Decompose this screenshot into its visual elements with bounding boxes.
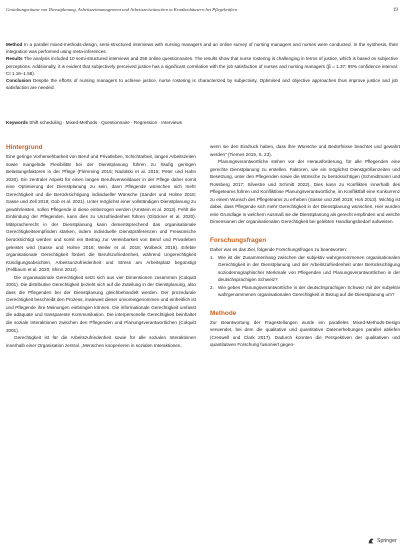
- running-head-title: Gestaltungsräume von Dienstplanung, Arbeitszeitmanagement und Arbeitszeitwünschen in Krankenhäusern bei Pflegekräften: [6, 7, 238, 12]
- keywords: Keywords Shift scheduling · Mixed-Methods · Questionnaire · Regression · Interviews: [6, 120, 182, 125]
- paragraph: Die organisationale Gerechtigkeit setzt sich aus vier Dimensionen zusammen (Colquitt 2001). Die distributive Gerechtigkeit bezieht sich auf die Zuteilung in der Dienstplanung, also dass die Pflegenden bei der Dienstplanung gleichbehandelt werden. Der prozedurale Gerechtigkeit beschreibt den Prozess, inwieweit dieser unvoreingenommen und einheitlich ist und Pflegende ihre Meinungen einbringen können. Die informationale Gerechtigkeit umfasst die adäquate und transparente Kommunikation. Die interpersonelle Gerechtigkeit beinhaltet die soziale Interaktionen zwischen den Pflegenden und Planungsverantwortlichen (Colquitt 2001).: [6, 274, 196, 333]
- paragraph: wenn sie den Eindruck haben, dass ihre Wünsche und Bedürfnisse beachtet und gewahrt werden" (Tiemes 2015, S. 23).: [210, 144, 400, 157]
- abstract-results: Results The analysis included 10 semi-structured interviews and 256 online questionnaires. The results show that nurse rostering is challenging in terms of justice, which is based on subjective perceptions. Additionally, it is evident that subjectively perceived justice has a significant correlation with the job satisfaction of nurses and nursing managers (ꞵ = 1.37; 95% confidence interval: CI 1.16–1.58).: [6, 56, 398, 76]
- paragraph: Gerechtigkeit ist für die Arbeitszufriedenheit sowie für alle sozialen Interaktionen innerhalb einer Organisation zentral. „Menschen kooperieren in sozialen Interaktionen,: [6, 335, 196, 348]
- section-heading-background: Hintergrund: [6, 144, 43, 151]
- research-question-item: 2. Wie geben Planungsverantwortliche in der deutschsprachigen Schweiz mit der subjektiv wahrgenommenen organisationalen Gerechtigkeit in Bezug auf die Dienstplanung um?: [210, 284, 400, 298]
- right-column: [210, 143, 400, 349]
- paragraph: Zur Beantwortung der Fragestellungen wurde ein paralleles Mixed-Methods-Design verwendet, bei dem die qualitative und quantitative Datenerhebungen parallel abliefen (Creswell und Clark 2017). Dadurch konnten die Perspektiven der qualitativen und quantitativen Forschung fusioniert gegen-: [210, 319, 400, 348]
- springer-horse-icon: [367, 537, 375, 545]
- paragraph: Eine geringe Vorhersehbarkeit von Beruf und Privatleben, Schichtarbeit, langen Arbeitszeiten sowie mangelnde Flexibilität bei der Dienstplanung führen zu häufig geringen Belastungsfaktoren in der Pflege (Flemming 2015; Nadolski et al. 2015; Peter und Hahn 2020). Ein zentraler Aspekt für einen langen Berufsverweildauer in der Pflege daher somit eine Optimierung der Dienstplanung zu sein, dann Pflegende wünschen sich mehr Gerechtigkeit und die Berücksichtigung individueller Wünsche (Sander und Holme 2018; Sasse und Zell 2019; Gob et al. 2021). Unter möglichst einer vollständigen Dienstplanung zu gewährleisten, sollen Pflegende in diese einbezogen werden (Arnstein et al. 2013). Fehlt die Einbindung der Pflegenden, kann dies zu Unzufriedenheit führen (Glöckner et al. 2020). Mitspracherecht in der Dienstplanung kann dementsprechend das organisationale Gerechtigkeitsempfinden stärken, indem individuelle Dienstpräferenzen und Freiwünsche berücksichtigt werden und somit ein Beitrag zur Vereinbarkeit von Beruf und Privatleben geleistet wird (Sasse und Holme 2018; Weiler et al. 2018; Wolbeck 2019). Erlebte organisationale Gerechtigkeit fördert die Berufszufriedenheit, während Ungerechtigkeit Kündigungsabsichten, Arbeitsunzufriedenheit und Stress am Arbeitsplatz begünstigt (Fellbaum et al. 2020; Shinn 2012).: [6, 154, 196, 273]
- section-heading-methods: Methode: [210, 309, 237, 317]
- running-head: [6, 7, 398, 17]
- publisher-name: Springer: [377, 538, 397, 544]
- abstract-method: Method In a parallel mixed-methods-design, semi-structured interviews with nursing managers and an online survey of nursing managers and nurses were conducted. In the synthesis, their integration was performed using meta-inferences.: [6, 42, 398, 55]
- abstract: [6, 41, 398, 91]
- paragraph: Daher war es das Ziel, folgende Forschungsfragen zu beantworten:: [210, 247, 348, 253]
- page-number: 19: [392, 7, 398, 13]
- abstract-conclusion: Conclusion Despite the efforts of nursing managers to achieve justice, nurse rostering is characterized by subjectivity. Optimised and objective approaches thus improve justice and job satisfaction are needed.: [6, 78, 398, 91]
- section-heading-research-questions: Forschungsfragen: [210, 237, 267, 245]
- research-question-item: 1. Wie ist der Zusammenhang zwischen der subjektiv wahrgenommenen organisationalen Gerechtigkeit in der Dienstplanung und der Arbeitszufriedenheit unter Berücksichtigung soziodemographischer Merkmale von Pflegenden und Planungsverantwortlichen in der deutschsprachigen Schweiz?: [210, 254, 400, 283]
- left-column: [6, 143, 196, 349]
- publisher-logo: [367, 536, 401, 546]
- paragraph: Planungsverantwortliche stehen vor der Herausforderung, für alle Pflegenden eine gerechte Dienstplanung zu erstellen. Faktoren, wie ein möglichst Dienstgrößenzeiten und Besetzung, unter den Pflegenden sowie die Wünsche zu berücksichtigen (Schmidtmann und Rossberg 2017; Silvestre und Schmitt 2022). Dies kann zu Konflikten innerhalb des Pflegeteams führen und Konfliktlose Planungsverantwortliche, im Konfliktfall eine Konkurrenz zu einem Wunsch des Pflegeteams zu erheben (Sasse und Zell 2019; Hoh 2013). Wichtig ist dabei, dass Pflegende sich mehr Gerechtigkeit in der Dienstplanung wünschen. Hier wurden eine Grundlage in welchem Ausmaß sie die Dienstplanung als gerecht empfinden und welche Dimensionen der organisationalen Gerechtigkeit bei gelebten Handlungsbedarf aufweisen.: [210, 159, 400, 225]
